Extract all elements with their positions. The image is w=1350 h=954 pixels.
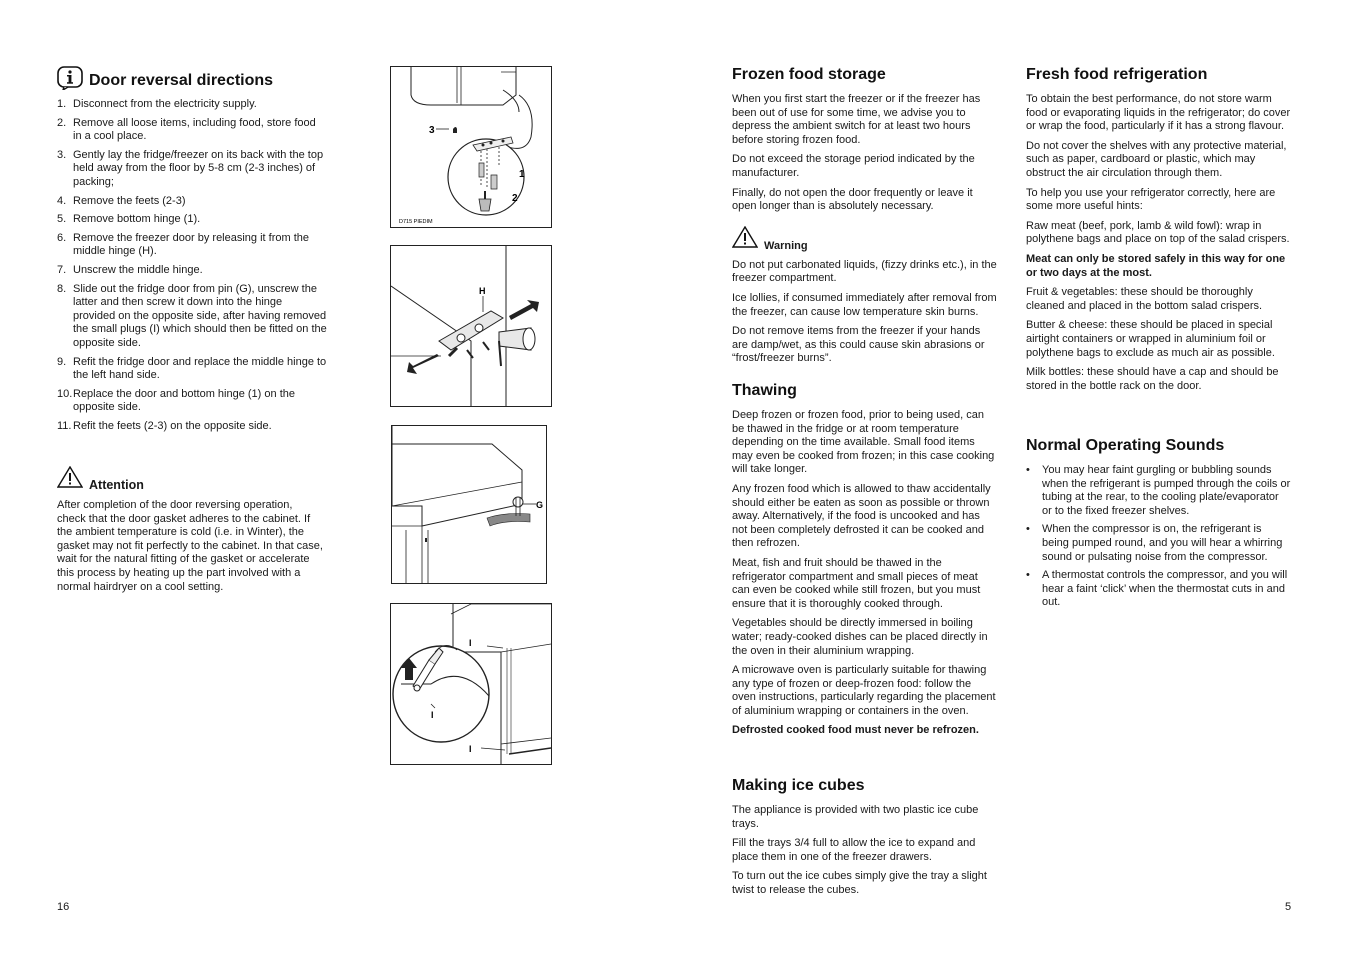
frozen-food-section xyxy=(732,66,997,372)
paragraph: Do not put carbonated liquids, (fizzy drinks etc.), in the freezer compartment. xyxy=(732,258,997,285)
attention-section xyxy=(57,466,323,600)
page-number-right: 5 xyxy=(1285,901,1292,913)
operating-sounds-section xyxy=(1026,437,1291,615)
paragraph: Vegetables should be directly immersed in boiling water; ready-cooked dishes can be placed directly in the oven in their aluminium wrapping. xyxy=(732,617,988,657)
step-item: 1. Disconnect from the electricity supply. xyxy=(57,98,257,110)
warning-label: Warning xyxy=(764,239,808,252)
figure-pin-g xyxy=(391,425,547,584)
sounds-list xyxy=(1026,464,1291,610)
paragraph: Ice lollies, if consumed immediately after removal from the freezer, can cause low temperature skin burns. xyxy=(732,291,997,318)
info-icon xyxy=(57,66,83,90)
figure-label: 3 xyxy=(429,125,435,136)
bullet-icon: • xyxy=(1026,464,1030,476)
paragraph: Fruit & vegetables: these should be thoroughly cleaned and placed in the bottom salad crispers. xyxy=(1026,286,1263,312)
warning-triangle-icon xyxy=(57,466,83,493)
figure-label: I xyxy=(469,638,472,648)
paragraph: Do not exceed the storage period indicated by the manufacturer. xyxy=(732,153,975,179)
step-item: 10. Replace the door and bottom hinge (1) on the opposite side. xyxy=(57,387,295,414)
step-item: 4. Remove the feets (2-3) xyxy=(57,194,186,207)
step-item: 5. Remove bottom hinge (1). xyxy=(57,213,201,226)
warning-triangle-icon xyxy=(732,226,758,253)
thawing-title: Thawing xyxy=(732,382,797,399)
thawing-section xyxy=(732,382,997,744)
bullet-icon: • xyxy=(1026,569,1030,582)
fresh-food-section xyxy=(1026,66,1291,399)
attention-text: After completion of the door reversing operation, check that the door gasket adheres to the cabinet. If the ambient temperature is cold (i.e. in Winter), the gasket may not fit perfectly to the cabinet. In that case, wait for the natural fitting of the gasket or accelerate this process by heating up the part involved with a normal hairdryer on a cool setting. xyxy=(57,499,323,593)
attention-label: Attention xyxy=(89,478,144,492)
bold-note: Defrosted cooked food must never be refrozen. xyxy=(732,724,979,737)
step-item: 3. Gently lay the fridge/freezer on its back with the top held away from the floor by 5-8 cm (2-3 inches) of packing; xyxy=(57,148,324,188)
step-item: 2. Remove all loose items, including food, store food in a cool place. xyxy=(57,116,316,143)
figure-label: I xyxy=(431,710,434,720)
step-item: 8. Slide out the fridge door from pin (G), unscrew the latter and then screw it down into the hinge provided on the opposite side, after having removed the small plugs (I) which should then be fitted on the opposite side. xyxy=(57,282,327,349)
page-number-left: 16 xyxy=(57,901,70,913)
bullet-icon: • xyxy=(1026,523,1030,536)
figure-label: G xyxy=(536,500,544,510)
bold-note: Meat can only be stored safely in this way for one or two days at the most. xyxy=(1026,252,1286,279)
step-item: 11. Refit the feets (2-3) on the opposite side. xyxy=(57,419,272,432)
paragraph: Deep frozen or frozen food, prior to being used, can be thawed in the fridge or at room temperature depending on the time available. Small food items may even be cooked from frozen; in this case cooking will take longer. xyxy=(732,409,995,476)
paragraph: Meat, fish and fruit should be thawed in the refrigerator compartment and small pieces of meat can even be cooked while still frozen, but you must ensure that it is thoroughly cooked through. xyxy=(732,556,981,610)
figure-label: 2 xyxy=(512,193,518,204)
door-reversal-title: Door reversal directions xyxy=(89,72,274,89)
figure-label: I xyxy=(469,744,472,754)
paragraph: A microwave oven is particularly suitable for thawing any type of frozen or deep-frozen food: follow the oven instructions, particularly regarding the placement of aluminium wrapping or containers in the oven. xyxy=(732,664,996,717)
paragraph: To obtain the best performance, do not store warm food or evaporating liquids in the refrigerator; do cover or wrap the food, particularly if it has a strong flavour. xyxy=(1026,93,1291,133)
figure-label: H xyxy=(479,286,486,296)
list-item: • When the compressor is on, the refrigerant is being pumped round, and you will hear a whirring sound or pulsating noise from the compressor. xyxy=(1026,523,1283,563)
paragraph: Do not cover the shelves with any protective material, such as paper, cardboard or plastic, which may obstruct the air circulation through them. xyxy=(1026,139,1287,179)
figure-bottom-hinge xyxy=(390,66,552,228)
attention-heading xyxy=(57,466,323,493)
figure-middle-hinge xyxy=(390,245,552,407)
paragraph: Any frozen food which is allowed to thaw accidentally should either be eaten as soon as possible or thrown away. Alternatively, if the food is uncooked and has not been completely defrosted it can be cooked and then refrozen. xyxy=(732,482,991,550)
paragraph: Milk bottles: these should have a cap and should be stored in the bottle rack on the door. xyxy=(1026,366,1279,392)
door-reversal-heading xyxy=(57,66,327,90)
figure-caption: D715 PIEDIM xyxy=(399,219,433,225)
paragraph: When you first start the freezer or if the freezer has been out of use for some time, we advise you to depress the ambient switch for at least two hours before storing frozen food. xyxy=(732,93,981,146)
paragraph: The appliance is provided with two plastic ice cube trays. xyxy=(732,804,979,830)
paragraph: To turn out the ice cubes simply give the tray a slight twist to release the cubes. xyxy=(732,870,987,896)
frozen-food-title: Frozen food storage xyxy=(732,66,886,83)
paragraph: Raw meat (beef, pork, lamb & wild fowl): wrap in polythene bags and place on top of the salad crispers. xyxy=(1026,219,1290,246)
ice-cubes-section xyxy=(732,777,997,904)
operating-sounds-title: Normal Operating Sounds xyxy=(1026,437,1225,454)
step-item: 9. Refit the fridge door and replace the middle hinge to the left hand side. xyxy=(57,355,327,382)
door-reversal-steps xyxy=(57,98,327,433)
ice-cubes-title: Making ice cubes xyxy=(732,777,865,794)
step-item: 6. Remove the freezer door by releasing it from the middle hinge (H). xyxy=(57,231,310,258)
figure-label: 1 xyxy=(519,169,525,180)
paragraph: Do not remove items from the freezer if your hands are damp/wet, as this could cause skin abrasions or “frost/freezer burns”. xyxy=(732,325,985,365)
warning-heading xyxy=(732,226,997,253)
fresh-food-title: Fresh food refrigeration xyxy=(1026,66,1208,83)
door-reversal-section xyxy=(57,66,327,438)
figure-plugs-i xyxy=(390,603,552,765)
paragraph: To help you use your refrigerator correctly, here are some more useful hints: xyxy=(1026,186,1276,213)
paragraph: Butter & cheese: these should be placed in special airtight containers or wrapped in aluminium foil or polythene bags to exclude as much air as possible. xyxy=(1026,319,1275,359)
paragraph: Finally, do not open the door frequently or leave it open longer than is absolutely necessary. xyxy=(732,186,973,213)
paragraph: Fill the trays 3/4 full to allow the ice to expand and place them in one of the freezer drawers. xyxy=(732,837,976,863)
step-item: 7. Unscrew the middle hinge. xyxy=(57,263,203,276)
list-item: • A thermostat controls the compressor, and you will hear a faint ‘click’ when the thermostat cuts in and out. xyxy=(1026,569,1288,609)
list-item: • You may hear faint gurgling or bubbling sounds when the refrigerant is pumped through the coils or tubing at the rear, to the cooling plate/evaporator or to the fixed freezer shelves. xyxy=(1026,464,1291,517)
